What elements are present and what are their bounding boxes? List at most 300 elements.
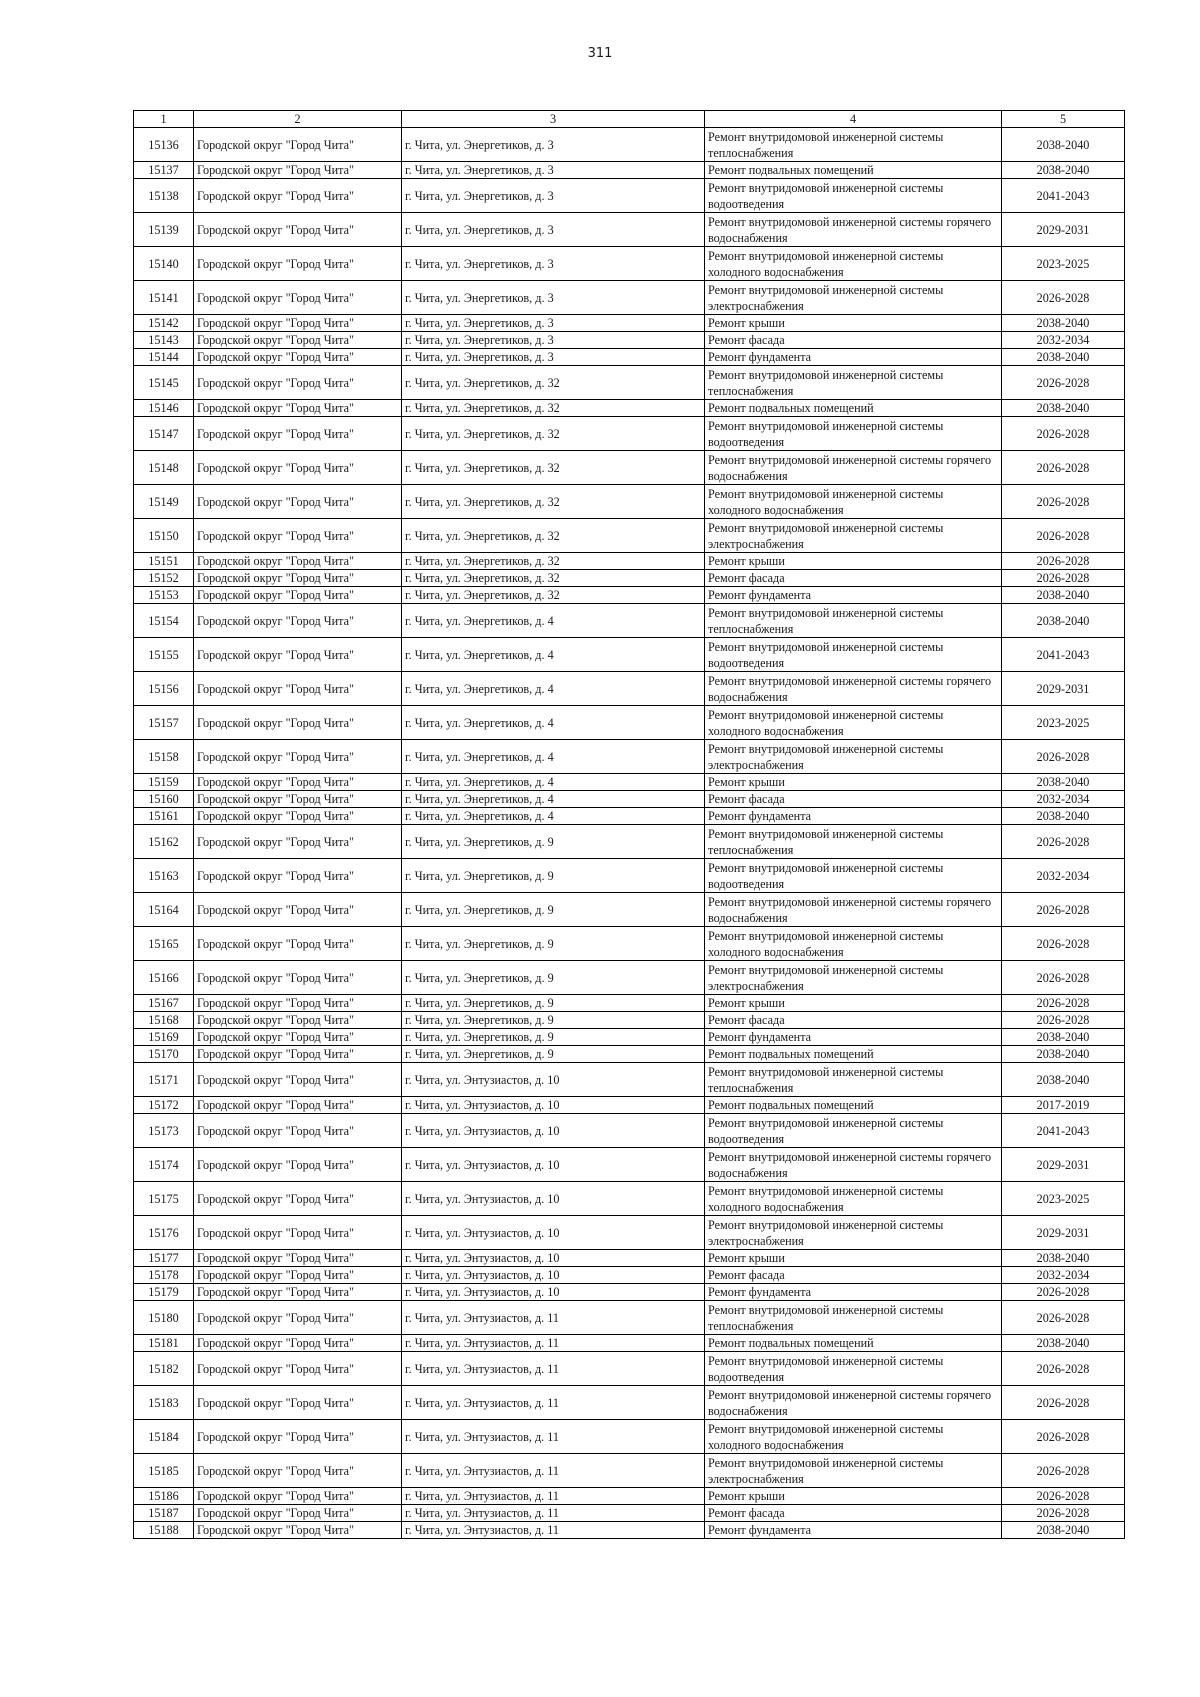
municipality-cell: Городской округ "Город Чита" (194, 1335, 402, 1352)
address-cell: г. Чита, ул. Энергетиков, д. 3 (402, 179, 705, 213)
municipality-cell: Городской округ "Город Чита" (194, 570, 402, 587)
municipality-cell: Городской округ "Город Чита" (194, 1063, 402, 1097)
table-row (134, 247, 1125, 281)
table-row (134, 179, 1125, 213)
table-row (134, 1352, 1125, 1386)
work-type-cell: Ремонт подвальных помещений (705, 1335, 1002, 1352)
work-type-cell: Ремонт внутридомовой инженерной системы водоотведения (705, 417, 1002, 451)
work-type-cell: Ремонт подвальных помещений (705, 400, 1002, 417)
address-cell: г. Чита, ул. Энергетиков, д. 3 (402, 332, 705, 349)
row-number-cell: 15174 (134, 1148, 194, 1182)
period-cell: 2041-2043 (1002, 638, 1125, 672)
address-cell: г. Чита, ул. Энергетиков, д. 9 (402, 1046, 705, 1063)
row-number-cell: 15185 (134, 1454, 194, 1488)
municipality-cell: Городской округ "Город Чита" (194, 281, 402, 315)
row-number-cell: 15147 (134, 417, 194, 451)
address-cell: г. Чита, ул. Энтузиастов, д. 10 (402, 1097, 705, 1114)
period-cell: 2026-2028 (1002, 825, 1125, 859)
period-cell: 2026-2028 (1002, 366, 1125, 400)
row-number-cell: 15169 (134, 1029, 194, 1046)
table-row (134, 774, 1125, 791)
work-type-cell: Ремонт внутридомовой инженерной системы электроснабжения (705, 519, 1002, 553)
municipality-cell: Городской округ "Город Чита" (194, 1488, 402, 1505)
row-number-cell: 15180 (134, 1301, 194, 1335)
row-number-cell: 15159 (134, 774, 194, 791)
municipality-cell: Городской округ "Город Чита" (194, 1250, 402, 1267)
row-number-cell: 15157 (134, 706, 194, 740)
table-row (134, 995, 1125, 1012)
row-number-cell: 15173 (134, 1114, 194, 1148)
table-row (134, 672, 1125, 706)
row-number-cell: 15178 (134, 1267, 194, 1284)
period-cell: 2026-2028 (1002, 740, 1125, 774)
row-number-cell: 15150 (134, 519, 194, 553)
table-row (134, 893, 1125, 927)
address-cell: г. Чита, ул. Энергетиков, д. 9 (402, 893, 705, 927)
row-number-cell: 15187 (134, 1505, 194, 1522)
municipality-cell: Городской округ "Город Чита" (194, 1386, 402, 1420)
municipality-cell: Городской округ "Город Чита" (194, 1284, 402, 1301)
period-cell: 2026-2028 (1002, 451, 1125, 485)
row-number-cell: 15149 (134, 485, 194, 519)
municipality-cell: Городской округ "Город Чита" (194, 808, 402, 825)
period-cell: 2038-2040 (1002, 162, 1125, 179)
work-type-cell: Ремонт крыши (705, 315, 1002, 332)
work-type-cell: Ремонт подвальных помещений (705, 1046, 1002, 1063)
row-number-cell: 15138 (134, 179, 194, 213)
municipality-cell: Городской округ "Город Чита" (194, 1352, 402, 1386)
table-row (134, 519, 1125, 553)
work-type-cell: Ремонт фасада (705, 1505, 1002, 1522)
period-cell: 2026-2028 (1002, 1012, 1125, 1029)
work-type-cell: Ремонт крыши (705, 995, 1002, 1012)
row-number-cell: 15171 (134, 1063, 194, 1097)
municipality-cell: Городской округ "Город Чита" (194, 315, 402, 332)
row-number-cell: 15136 (134, 128, 194, 162)
period-cell: 2032-2034 (1002, 1267, 1125, 1284)
table-row (134, 740, 1125, 774)
address-cell: г. Чита, ул. Энергетиков, д. 3 (402, 247, 705, 281)
table-row (134, 400, 1125, 417)
work-type-cell: Ремонт внутридомовой инженерной системы горячего водоснабжения (705, 1148, 1002, 1182)
table-row (134, 332, 1125, 349)
row-number-cell: 15137 (134, 162, 194, 179)
table-row (134, 417, 1125, 451)
work-type-cell: Ремонт внутридомовой инженерной системы теплоснабжения (705, 1301, 1002, 1335)
period-cell: 2038-2040 (1002, 128, 1125, 162)
period-cell: 2038-2040 (1002, 1522, 1125, 1539)
municipality-cell: Городской округ "Город Чита" (194, 893, 402, 927)
period-cell: 2026-2028 (1002, 485, 1125, 519)
address-cell: г. Чита, ул. Энергетиков, д. 9 (402, 927, 705, 961)
row-number-cell: 15162 (134, 825, 194, 859)
address-cell: г. Чита, ул. Энергетиков, д. 4 (402, 774, 705, 791)
work-type-cell: Ремонт фасада (705, 570, 1002, 587)
period-cell: 2026-2028 (1002, 1488, 1125, 1505)
work-type-cell: Ремонт внутридомовой инженерной системы горячего водоснабжения (705, 893, 1002, 927)
municipality-cell: Городской округ "Город Чита" (194, 587, 402, 604)
address-cell: г. Чита, ул. Энергетиков, д. 3 (402, 315, 705, 332)
table-body (134, 111, 1125, 1539)
table-row (134, 1012, 1125, 1029)
work-type-cell: Ремонт внутридомовой инженерной системы теплоснабжения (705, 128, 1002, 162)
municipality-cell: Городской округ "Город Чита" (194, 927, 402, 961)
address-cell: г. Чита, ул. Энтузиастов, д. 10 (402, 1250, 705, 1267)
address-cell: г. Чита, ул. Энергетиков, д. 32 (402, 587, 705, 604)
table-row (134, 1386, 1125, 1420)
address-cell: г. Чита, ул. Энтузиастов, д. 11 (402, 1522, 705, 1539)
address-cell: г. Чита, ул. Энтузиастов, д. 10 (402, 1148, 705, 1182)
work-type-cell: Ремонт внутридомовой инженерной системы теплоснабжения (705, 1063, 1002, 1097)
row-number-cell: 15155 (134, 638, 194, 672)
table-row (134, 1063, 1125, 1097)
work-type-cell: Ремонт внутридомовой инженерной системы водоотведения (705, 1352, 1002, 1386)
period-cell: 2026-2028 (1002, 417, 1125, 451)
table-row (134, 366, 1125, 400)
work-type-cell: Ремонт фасада (705, 791, 1002, 808)
table-row (134, 825, 1125, 859)
address-cell: г. Чита, ул. Энергетиков, д. 32 (402, 451, 705, 485)
row-number-cell: 15167 (134, 995, 194, 1012)
table-row (134, 349, 1125, 366)
table-row (134, 1097, 1125, 1114)
row-number-cell: 15142 (134, 315, 194, 332)
address-cell: г. Чита, ул. Энтузиастов, д. 10 (402, 1267, 705, 1284)
row-number-cell: 15170 (134, 1046, 194, 1063)
period-cell: 2032-2034 (1002, 859, 1125, 893)
page-number: 311 (587, 46, 613, 61)
municipality-cell: Городской округ "Город Чита" (194, 349, 402, 366)
row-number-cell: 15179 (134, 1284, 194, 1301)
period-cell: 2026-2028 (1002, 553, 1125, 570)
municipality-cell: Городской округ "Город Чита" (194, 859, 402, 893)
municipality-cell: Городской округ "Город Чита" (194, 604, 402, 638)
period-cell: 2023-2025 (1002, 247, 1125, 281)
address-cell: г. Чита, ул. Энергетиков, д. 4 (402, 706, 705, 740)
row-number-cell: 15182 (134, 1352, 194, 1386)
municipality-cell: Городской округ "Город Чита" (194, 1182, 402, 1216)
period-cell: 2038-2040 (1002, 774, 1125, 791)
period-cell: 2038-2040 (1002, 587, 1125, 604)
work-type-cell: Ремонт внутридомовой инженерной системы холодного водоснабжения (705, 485, 1002, 519)
municipality-cell: Городской округ "Город Чита" (194, 1454, 402, 1488)
work-type-cell: Ремонт внутридомовой инженерной системы водоотведения (705, 179, 1002, 213)
municipality-cell: Городской округ "Город Чита" (194, 1301, 402, 1335)
municipality-cell: Городской округ "Город Чита" (194, 1267, 402, 1284)
work-type-cell: Ремонт внутридомовой инженерной системы холодного водоснабжения (705, 706, 1002, 740)
work-type-cell: Ремонт фундамента (705, 587, 1002, 604)
table-row (134, 162, 1125, 179)
municipality-cell: Городской округ "Город Чита" (194, 451, 402, 485)
repair-schedule-table (133, 110, 1125, 1539)
municipality-cell: Городской округ "Город Чита" (194, 1114, 402, 1148)
table-row (134, 1046, 1125, 1063)
period-cell: 2038-2040 (1002, 1046, 1125, 1063)
period-cell: 2017-2019 (1002, 1097, 1125, 1114)
row-number-cell: 15151 (134, 553, 194, 570)
address-cell: г. Чита, ул. Энтузиастов, д. 11 (402, 1488, 705, 1505)
table-row (134, 1267, 1125, 1284)
municipality-cell: Городской округ "Город Чита" (194, 1097, 402, 1114)
work-type-cell: Ремонт внутридомовой инженерной системы холодного водоснабжения (705, 1420, 1002, 1454)
table-row (134, 128, 1125, 162)
address-cell: г. Чита, ул. Энергетиков, д. 3 (402, 162, 705, 179)
address-cell: г. Чита, ул. Энтузиастов, д. 11 (402, 1335, 705, 1352)
table-row (134, 1182, 1125, 1216)
row-number-cell: 15161 (134, 808, 194, 825)
municipality-cell: Городской округ "Город Чита" (194, 162, 402, 179)
row-number-cell: 15183 (134, 1386, 194, 1420)
address-cell: г. Чита, ул. Энергетиков, д. 9 (402, 825, 705, 859)
work-type-cell: Ремонт внутридомовой инженерной системы теплоснабжения (705, 366, 1002, 400)
period-cell: 2026-2028 (1002, 1284, 1125, 1301)
address-cell: г. Чита, ул. Энергетиков, д. 32 (402, 417, 705, 451)
row-number-cell: 15165 (134, 927, 194, 961)
period-cell: 2026-2028 (1002, 927, 1125, 961)
table-row (134, 927, 1125, 961)
municipality-cell: Городской округ "Город Чита" (194, 791, 402, 808)
municipality-cell: Городской округ "Город Чита" (194, 1216, 402, 1250)
municipality-cell: Городской округ "Город Чита" (194, 1012, 402, 1029)
period-cell: 2038-2040 (1002, 349, 1125, 366)
period-cell: 2026-2028 (1002, 1454, 1125, 1488)
table-row (134, 451, 1125, 485)
address-cell: г. Чита, ул. Энергетиков, д. 9 (402, 1012, 705, 1029)
work-type-cell: Ремонт крыши (705, 774, 1002, 791)
address-cell: г. Чита, ул. Энтузиастов, д. 11 (402, 1505, 705, 1522)
row-number-cell: 15140 (134, 247, 194, 281)
table-row (134, 570, 1125, 587)
municipality-cell: Городской округ "Город Чита" (194, 995, 402, 1012)
municipality-cell: Городской округ "Город Чита" (194, 1029, 402, 1046)
row-number-cell: 15177 (134, 1250, 194, 1267)
period-cell: 2026-2028 (1002, 281, 1125, 315)
work-type-cell: Ремонт внутридомовой инженерной системы холодного водоснабжения (705, 1182, 1002, 1216)
address-cell: г. Чита, ул. Энергетиков, д. 9 (402, 961, 705, 995)
row-number-cell: 15156 (134, 672, 194, 706)
municipality-cell: Городской округ "Город Чита" (194, 400, 402, 417)
row-number-cell: 15160 (134, 791, 194, 808)
address-cell: г. Чита, ул. Энергетиков, д. 4 (402, 740, 705, 774)
work-type-cell: Ремонт крыши (705, 1250, 1002, 1267)
work-type-cell: Ремонт внутридомовой инженерной системы холодного водоснабжения (705, 247, 1002, 281)
row-number-cell: 15188 (134, 1522, 194, 1539)
column-header: 2 (194, 111, 402, 128)
period-cell: 2029-2031 (1002, 1148, 1125, 1182)
work-type-cell: Ремонт внутридомовой инженерной системы электроснабжения (705, 1454, 1002, 1488)
period-cell: 2038-2040 (1002, 1335, 1125, 1352)
municipality-cell: Городской округ "Город Чита" (194, 740, 402, 774)
table-row (134, 587, 1125, 604)
work-type-cell: Ремонт фасада (705, 332, 1002, 349)
table-row (134, 315, 1125, 332)
municipality-cell: Городской округ "Город Чита" (194, 638, 402, 672)
work-type-cell: Ремонт фасада (705, 1012, 1002, 1029)
work-type-cell: Ремонт фундамента (705, 1029, 1002, 1046)
row-number-cell: 15181 (134, 1335, 194, 1352)
address-cell: г. Чита, ул. Энергетиков, д. 4 (402, 672, 705, 706)
work-type-cell: Ремонт внутридомовой инженерной системы водоотведения (705, 638, 1002, 672)
address-cell: г. Чита, ул. Энергетиков, д. 32 (402, 366, 705, 400)
table-row (134, 638, 1125, 672)
address-cell: г. Чита, ул. Энергетиков, д. 9 (402, 1029, 705, 1046)
municipality-cell: Городской округ "Город Чита" (194, 247, 402, 281)
address-cell: г. Чита, ул. Энергетиков, д. 32 (402, 400, 705, 417)
row-number-cell: 15164 (134, 893, 194, 927)
column-header: 5 (1002, 111, 1125, 128)
period-cell: 2023-2025 (1002, 706, 1125, 740)
table-row (134, 1114, 1125, 1148)
table-row (134, 961, 1125, 995)
address-cell: г. Чита, ул. Энергетиков, д. 3 (402, 281, 705, 315)
address-cell: г. Чита, ул. Энтузиастов, д. 10 (402, 1284, 705, 1301)
work-type-cell: Ремонт крыши (705, 553, 1002, 570)
row-number-cell: 15186 (134, 1488, 194, 1505)
table-row (134, 1148, 1125, 1182)
address-cell: г. Чита, ул. Энтузиастов, д. 11 (402, 1352, 705, 1386)
period-cell: 2026-2028 (1002, 1352, 1125, 1386)
row-number-cell: 15175 (134, 1182, 194, 1216)
work-type-cell: Ремонт внутридомовой инженерной системы электроснабжения (705, 1216, 1002, 1250)
address-cell: г. Чита, ул. Энтузиастов, д. 11 (402, 1301, 705, 1335)
period-cell: 2026-2028 (1002, 961, 1125, 995)
address-cell: г. Чита, ул. Энтузиастов, д. 11 (402, 1386, 705, 1420)
table-row (134, 1454, 1125, 1488)
address-cell: г. Чита, ул. Энергетиков, д. 4 (402, 638, 705, 672)
address-cell: г. Чита, ул. Энергетиков, д. 3 (402, 128, 705, 162)
work-type-cell: Ремонт фундамента (705, 1284, 1002, 1301)
table-row (134, 485, 1125, 519)
address-cell: г. Чита, ул. Энергетиков, д. 3 (402, 349, 705, 366)
period-cell: 2029-2031 (1002, 672, 1125, 706)
work-type-cell: Ремонт внутридомовой инженерной системы теплоснабжения (705, 825, 1002, 859)
municipality-cell: Городской округ "Город Чита" (194, 774, 402, 791)
row-number-cell: 15168 (134, 1012, 194, 1029)
period-cell: 2032-2034 (1002, 332, 1125, 349)
work-type-cell: Ремонт крыши (705, 1488, 1002, 1505)
row-number-cell: 15158 (134, 740, 194, 774)
table-row (134, 1216, 1125, 1250)
address-cell: г. Чита, ул. Энергетиков, д. 32 (402, 553, 705, 570)
period-cell: 2026-2028 (1002, 519, 1125, 553)
address-cell: г. Чита, ул. Энергетиков, д. 4 (402, 791, 705, 808)
table-row (134, 1522, 1125, 1539)
address-cell: г. Чита, ул. Энергетиков, д. 32 (402, 570, 705, 587)
work-type-cell: Ремонт внутридомовой инженерной системы теплоснабжения (705, 604, 1002, 638)
address-cell: г. Чита, ул. Энтузиастов, д. 11 (402, 1420, 705, 1454)
municipality-cell: Городской округ "Город Чита" (194, 417, 402, 451)
period-cell: 2038-2040 (1002, 315, 1125, 332)
municipality-cell: Городской округ "Город Чита" (194, 213, 402, 247)
address-cell: г. Чита, ул. Энтузиастов, д. 10 (402, 1114, 705, 1148)
municipality-cell: Городской округ "Город Чита" (194, 1420, 402, 1454)
work-type-cell: Ремонт внутридомовой инженерной системы горячего водоснабжения (705, 1386, 1002, 1420)
period-cell: 2038-2040 (1002, 808, 1125, 825)
period-cell: 2038-2040 (1002, 1029, 1125, 1046)
row-number-cell: 15153 (134, 587, 194, 604)
table-row (134, 859, 1125, 893)
row-number-cell: 15145 (134, 366, 194, 400)
municipality-cell: Городской округ "Город Чита" (194, 485, 402, 519)
address-cell: г. Чита, ул. Энергетиков, д. 32 (402, 485, 705, 519)
period-cell: 2029-2031 (1002, 213, 1125, 247)
column-header: 1 (134, 111, 194, 128)
table-row (134, 1284, 1125, 1301)
table-row (134, 604, 1125, 638)
period-cell: 2026-2028 (1002, 893, 1125, 927)
table-row (134, 1301, 1125, 1335)
table-row (134, 791, 1125, 808)
row-number-cell: 15143 (134, 332, 194, 349)
work-type-cell: Ремонт внутридомовой инженерной системы водоотведения (705, 859, 1002, 893)
period-cell: 2026-2028 (1002, 1420, 1125, 1454)
municipality-cell: Городской округ "Город Чита" (194, 672, 402, 706)
period-cell: 2038-2040 (1002, 400, 1125, 417)
work-type-cell: Ремонт фундамента (705, 349, 1002, 366)
work-type-cell: Ремонт внутридомовой инженерной системы холодного водоснабжения (705, 927, 1002, 961)
table-row (134, 808, 1125, 825)
period-cell: 2038-2040 (1002, 604, 1125, 638)
period-cell: 2038-2040 (1002, 1063, 1125, 1097)
row-number-cell: 15176 (134, 1216, 194, 1250)
column-header: 4 (705, 111, 1002, 128)
work-type-cell: Ремонт подвальных помещений (705, 1097, 1002, 1114)
column-header: 3 (402, 111, 705, 128)
period-cell: 2041-2043 (1002, 1114, 1125, 1148)
municipality-cell: Городской округ "Город Чита" (194, 128, 402, 162)
municipality-cell: Городской округ "Город Чита" (194, 706, 402, 740)
period-cell: 2041-2043 (1002, 179, 1125, 213)
period-cell: 2038-2040 (1002, 1250, 1125, 1267)
address-cell: г. Чита, ул. Энтузиастов, д. 10 (402, 1182, 705, 1216)
row-number-cell: 15152 (134, 570, 194, 587)
table-row (134, 1505, 1125, 1522)
row-number-cell: 15166 (134, 961, 194, 995)
address-cell: г. Чита, ул. Энергетиков, д. 4 (402, 604, 705, 638)
period-cell: 2026-2028 (1002, 1301, 1125, 1335)
row-number-cell: 15163 (134, 859, 194, 893)
period-cell: 2029-2031 (1002, 1216, 1125, 1250)
municipality-cell: Городской округ "Город Чита" (194, 1148, 402, 1182)
period-cell: 2023-2025 (1002, 1182, 1125, 1216)
row-number-cell: 15146 (134, 400, 194, 417)
address-cell: г. Чита, ул. Энергетиков, д. 9 (402, 995, 705, 1012)
work-type-cell: Ремонт внутридомовой инженерной системы горячего водоснабжения (705, 451, 1002, 485)
work-type-cell: Ремонт внутридомовой инженерной системы горячего водоснабжения (705, 672, 1002, 706)
work-type-cell: Ремонт фундамента (705, 808, 1002, 825)
address-cell: г. Чита, ул. Энергетиков, д. 32 (402, 519, 705, 553)
work-type-cell: Ремонт внутридомовой инженерной системы электроснабжения (705, 961, 1002, 995)
row-number-cell: 15139 (134, 213, 194, 247)
period-cell: 2026-2028 (1002, 995, 1125, 1012)
row-number-cell: 15148 (134, 451, 194, 485)
row-number-cell: 15154 (134, 604, 194, 638)
municipality-cell: Городской округ "Город Чита" (194, 961, 402, 995)
period-cell: 2032-2034 (1002, 791, 1125, 808)
address-cell: г. Чита, ул. Энтузиастов, д. 10 (402, 1063, 705, 1097)
work-type-cell: Ремонт внутридомовой инженерной системы электроснабжения (705, 740, 1002, 774)
period-cell: 2026-2028 (1002, 1386, 1125, 1420)
address-cell: г. Чита, ул. Энергетиков, д. 9 (402, 859, 705, 893)
municipality-cell: Городской округ "Город Чита" (194, 179, 402, 213)
municipality-cell: Городской округ "Город Чита" (194, 1505, 402, 1522)
table-row (134, 1488, 1125, 1505)
table-row (134, 1335, 1125, 1352)
address-cell: г. Чита, ул. Энергетиков, д. 3 (402, 213, 705, 247)
table-header-row (134, 111, 1125, 128)
row-number-cell: 15172 (134, 1097, 194, 1114)
address-cell: г. Чита, ул. Энтузиастов, д. 10 (402, 1216, 705, 1250)
